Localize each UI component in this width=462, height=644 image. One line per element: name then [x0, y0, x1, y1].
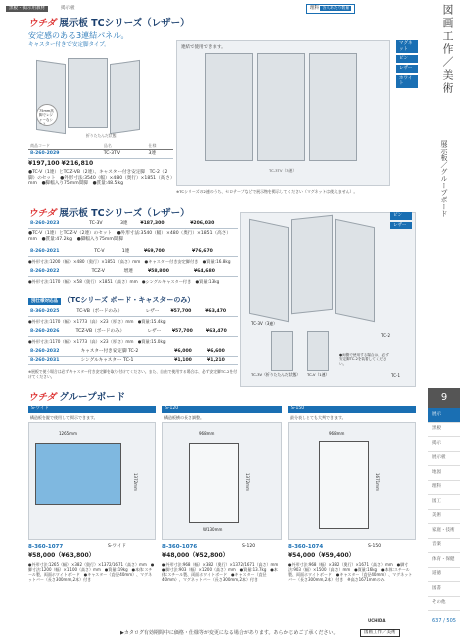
foot-label: 75mm高脚でレジャーなシート: [39, 109, 54, 127]
spec-table-2: [28, 220, 238, 229]
price-tax: ¥206,030: [188, 220, 238, 228]
item-photo: [288, 422, 416, 540]
catch-copy: 安定感のある3連結パネル。: [28, 31, 129, 40]
diagram-note: ●両側で使用する場合は、必ず安定脚TC-2を装着してください。: [339, 353, 389, 366]
table-row: [28, 220, 238, 228]
badge-leather: レザー: [396, 65, 418, 73]
table-row: [28, 248, 238, 256]
price-row-1: [28, 160, 93, 168]
price: ¥57,700: [168, 308, 203, 316]
price-tax: ¥6,600: [205, 348, 238, 356]
page-tab-number: 9: [428, 388, 460, 408]
product-name: TCZ-V: [90, 268, 122, 276]
feature-badges-1: [396, 40, 418, 120]
product-spec: 增連: [122, 268, 146, 276]
sidebar-item[interactable]: 図書: [428, 582, 460, 597]
price: ¥197,100: [28, 160, 60, 167]
photo-caption: 連結で使用できます。: [181, 45, 226, 50]
side-subtitle: 展示板／グループボード: [440, 140, 448, 217]
brand-logo: ウチダ: [28, 208, 57, 219]
model-label: TC-3TV（3連）: [269, 168, 297, 173]
sidebar-item[interactable]: 地図: [428, 466, 460, 481]
th-spec: 仕様: [146, 142, 173, 150]
note-1: ※TCシリーズの2連のうち、セロテープなどで展示物を掲示してください（マグネットは使えません）。: [176, 189, 358, 194]
desc-1: ●TC-V（1連）とTCZ-VB（2連）、キャスター付き安定脚 TC-2（2脚）のセット ●外形寸法:3540（幅）×480（奥行）×1851（高さ）mm ●脚幅入り75mm間脚 ●質量:48.5kg: [28, 170, 173, 187]
whiteboard: [189, 443, 239, 523]
th-name: 品名: [102, 142, 147, 150]
item-width: 1265mm: [59, 431, 77, 436]
product-spec: レザー: [146, 328, 170, 336]
footer-section: 図画工作／美術: [360, 629, 400, 637]
table-row: [28, 268, 238, 276]
product-name: TC-3TV: [102, 150, 147, 159]
desc-3a: ●外形寸法:1170（幅）×1773（高）×23（厚さ）mm ●質量:15.4kg: [28, 319, 166, 324]
price-tax: ¥63,470: [204, 328, 238, 336]
item-head: S-120: [162, 406, 282, 413]
product-code: 8-260-2026: [28, 328, 74, 336]
item-height: 1372mm: [245, 473, 250, 491]
dept-label: 各人あたり数量: [322, 5, 350, 10]
product-spec: 3連: [146, 150, 173, 159]
price-row: [288, 552, 355, 560]
sidebar-item[interactable]: 音楽: [428, 539, 460, 554]
sidebar-item-active[interactable]: 展示: [428, 408, 460, 423]
item-head: S-150: [288, 406, 416, 413]
product-code: 8-360-2025: [28, 308, 75, 316]
table-row: [28, 348, 238, 356]
item-width: 968mm: [199, 431, 215, 436]
price: ¥58,800: [146, 268, 192, 276]
product-code: 8-260-2022: [28, 268, 90, 276]
sidebar-item[interactable]: 理科: [428, 481, 460, 496]
section-4-title: [28, 392, 125, 404]
price: ¥69,700: [142, 248, 190, 256]
price-row: [28, 552, 95, 560]
diagram-label-tc1: TC-1: [391, 373, 400, 378]
item-photo: [28, 422, 156, 540]
item-spec: ●外形寸法:968（幅）×382（奥行）×1372/1671（高さ）mm ●脚寸法:903（幅）×1200（高さ）mm ●質量:13.7kg ●本体:スチール製、両面ホワイトボード ●キャスター（直径40mm）、マグネットバー（長さ300mm,2本）付き: [162, 562, 283, 582]
sidebar-index: [428, 408, 460, 611]
header-bar: [6, 4, 416, 16]
price: ¥54,000: [288, 552, 316, 559]
item-spec: ●外形寸法:1265（幅）×382（奥行）×1372/1671（高さ）mm ●脚寸法:1200（幅）×1100（高さ）mm ●質量:19kg ●本体:スチール製、両面ホワイトボード ●キャスター（直径40mm）、マグネットバー（長さ300mm,2本）付き: [28, 562, 155, 582]
spec-table-2b: [28, 248, 238, 257]
product-code: 8-360-1074: [288, 544, 324, 550]
price: ¥187,300: [138, 220, 188, 228]
section-3-title: [28, 296, 194, 305]
sidebar-item[interactable]: 体育・保健: [428, 553, 460, 568]
product-spec: 3連: [118, 220, 138, 228]
product-spec: 1連: [120, 248, 142, 256]
world-map-board: [35, 443, 121, 505]
product-photo-3tv: [36, 54, 146, 139]
product-photo-large: [176, 40, 390, 186]
product-name: S-120: [242, 544, 256, 549]
note-3: ※展板で使う場合は必ずキャスター付き安定脚を取り付けてください。また、自由で使用する場合は、必ず安定脚TC-2を付けてください。: [28, 369, 237, 379]
dept-box: [306, 4, 355, 14]
item-height: 1372mm: [133, 473, 138, 491]
badge-pin: ピン: [396, 55, 418, 63]
spec-table-3b: [28, 328, 238, 337]
desc-2c: ●外形寸法:1170（幅）×58（奥行）×1851（高さ）mm ●シングルキャスター付き ●質量:13kg: [28, 279, 220, 284]
product-code: 8-260-2021: [28, 248, 92, 256]
price-tax: ¥76,670: [190, 248, 238, 256]
price: ¥6,000: [172, 348, 205, 356]
item-head: S-ワイド: [28, 406, 156, 413]
price-tax: ¥64,680: [192, 268, 238, 276]
section-4: [6, 392, 416, 624]
diagram-label-1v: TC-V（1連）: [307, 372, 330, 377]
section-2-title-text: 展示板 TCシリーズ（レザー）: [59, 208, 190, 219]
brand-logo: ウチダ: [28, 18, 57, 29]
diagram-label-folded: TC-3V（折りたたんだ状態）: [251, 372, 301, 377]
group-board-item: [288, 406, 416, 621]
price-tax: ¥63,470: [203, 308, 238, 316]
foot-sub-label: 折りたたんだ状態: [86, 133, 117, 138]
sidebar-item[interactable]: 道徳: [428, 568, 460, 583]
item-desc: 構造板横の長さ調整。: [164, 415, 204, 420]
section-1-title-text: 展示板 TCシリーズ（レザー）: [59, 18, 190, 29]
price-tax: （¥63,800）: [55, 552, 95, 559]
badge-leather: レザー: [390, 222, 412, 230]
desc-2a: ●TC-V（1連）とTCZ-V（2連）のセット ●外形寸法:3540（幅）×480（奥行）×1851（高さ）mm ●質量:47.2kg ●脚幅入り75mm間脚: [28, 231, 231, 242]
product-name: TC-3V: [87, 220, 118, 228]
dept-text: 理科: [310, 6, 319, 11]
whiteboard: [319, 441, 369, 529]
sub-copy: キャスター付きで安定脚タイプ。: [28, 42, 110, 48]
group-board-item: [162, 406, 282, 621]
badge-pin: ピン: [390, 212, 412, 220]
footer-logo: UCHIDA: [368, 618, 386, 623]
sidebar-item[interactable]: 家庭・技術: [428, 524, 460, 539]
product-code: 8-260-2032: [28, 348, 79, 356]
category-label: 黒板・掲示用教材: [6, 6, 48, 12]
desc-3b: ●外形寸法:1170（幅）×1773（高）×23（厚さ）mm ●質量:15.0kg: [28, 339, 166, 344]
badge-white: ホワイト: [396, 75, 418, 88]
th-code: 商品コード: [28, 142, 102, 150]
table-row: [28, 150, 173, 159]
side-title: 図画工作／美術: [441, 4, 454, 95]
sidebar-item[interactable]: 黒板: [428, 423, 460, 438]
spec-table-3a: [28, 308, 238, 317]
section-4-title-text: グループボード: [59, 392, 126, 403]
item-width: 968mm: [329, 431, 345, 436]
price-row: [162, 552, 229, 560]
product-name: シングルキャスター TC-1: [79, 356, 173, 365]
subcategory-label: 掲示板: [61, 6, 75, 11]
foot-zoom: [36, 104, 58, 126]
section-3-tag: 別仕様対応品: [28, 298, 61, 305]
section-3: [6, 296, 242, 386]
price-tax: ¥216,810: [61, 160, 94, 167]
price: ¥58,000: [28, 552, 56, 559]
item-spec: ●外形寸法:968（幅）×382（奥行）×1671（高さ）mm ●脚寸法:903（幅）×1500（高さ）mm ●質量:16kg ●本体:スチール製、両面ホワイトボード ●キャスター（直径40mm）、マグネットバー（長さ300mm,2本）付き ※高さ1671mmのみ: [288, 562, 413, 582]
item-inner: W130mm: [203, 527, 223, 532]
sidebar-item[interactable]: 展示板: [428, 452, 460, 467]
product-name: TCZ-VB（ボードのみ）: [74, 328, 146, 336]
page-range: 637 / 505: [432, 618, 456, 624]
product-code: 8-360-1077: [28, 544, 64, 550]
price-tax: （¥59,400）: [315, 552, 355, 559]
product-name: キャスター付き安定脚 TC-2: [79, 348, 173, 356]
price: ¥1,100: [172, 356, 205, 365]
badge-magnet: マグネット: [396, 40, 418, 53]
item-height: 1671mm: [375, 473, 380, 491]
diagram-label-3v: TC-3V（3連）: [251, 321, 278, 326]
product-name: S-ワイド: [108, 544, 126, 549]
price: ¥57,700: [170, 328, 204, 336]
spec-table-1: [28, 142, 173, 159]
item-desc: 構造板を縦で使用して掲示できます。: [30, 415, 98, 420]
product-name: S-150: [368, 544, 382, 549]
feature-badges-2: [390, 212, 412, 262]
sidebar-item[interactable]: 掲示: [428, 437, 460, 452]
price-tax: （¥52,800）: [189, 552, 229, 559]
product-name: TC-V: [92, 248, 119, 256]
product-code: 8-260-2029: [28, 150, 102, 159]
table-row: [28, 328, 238, 336]
product-code: 8-360-1076: [162, 544, 198, 550]
product-code: 8-260-2023: [28, 220, 87, 228]
price-tax: ¥1,210: [205, 356, 238, 365]
sidebar-item[interactable]: 図工: [428, 495, 460, 510]
table-row: [28, 356, 238, 365]
sidebar-item[interactable]: 美術: [428, 510, 460, 525]
product-code: 8-260-2031: [28, 356, 79, 365]
sidebar-item[interactable]: その他: [428, 597, 460, 612]
brand-logo: ウチダ: [28, 392, 57, 403]
item-desc: 最分表しとても大判できます。: [290, 415, 346, 420]
product-spec: レザー: [144, 308, 169, 316]
group-board-item: [28, 406, 156, 621]
section-3-title-text: （TCシリーズ ボード・キャスターのみ）: [63, 296, 195, 304]
section-1: [6, 18, 416, 203]
item-photo: [162, 422, 282, 540]
spec-table-3c: [28, 348, 238, 365]
product-name: TC-VB（ボードのみ）: [75, 308, 144, 316]
table-row: [28, 308, 238, 316]
footer-note: ▶カタログ有効期間中に価格・仕様等が変更になる場合があります。あらかじめご了承ください。: [120, 630, 339, 636]
spec-table-2c: [28, 268, 238, 277]
diagram-label-tc2: TC-2: [381, 333, 390, 338]
section-2-title: [28, 208, 190, 220]
footer-note-text: カタログ有効期間中に価格・仕様等が変更になる場合があります。あらかじめご了承ください。: [123, 630, 339, 636]
price: ¥48,000: [162, 552, 190, 559]
desc-2b: ●外形寸法:1200（幅）×480（奥行）×1851（高さ）mm ●キャスター付き安定脚付き ●質量:16.8kg: [28, 259, 231, 264]
section-1-title: [28, 18, 190, 30]
